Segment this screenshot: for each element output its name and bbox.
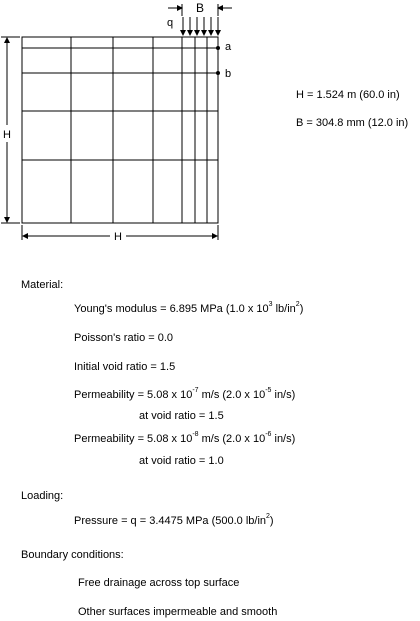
dimension-h: H = 1.524 m (60.0 in) <box>296 89 400 101</box>
pressure: Pressure = q = 3.4475 MPa (500.0 $lb/in^2$) <box>74 513 274 527</box>
h-vertical-label: H <box>3 129 11 141</box>
loading-heading: Loading: <box>21 490 64 502</box>
boundary-condition-2: Other surfaces impermeable and smooth <box>78 606 278 618</box>
youngs-modulus: Young's modulus = 6.895 MPa (1.0 x $10^3$ $lb/in^2$) <box>74 301 304 315</box>
permeability-1: Permeability = 5.08 x $10^{-7}$ m/s (2.0 x $10^{-5}$ in/s) <box>74 387 296 401</box>
permeability-2: Permeability = 5.08 x $10^{-8}$ m/s (2.0 x $10^{-6}$ in/s) <box>74 431 296 445</box>
initial-void-ratio: Initial void ratio = 1.5 <box>74 361 176 373</box>
permeability-1-void-ratio: at void ratio = 1.5 <box>139 410 224 422</box>
dimension-b: B = 304.8 mm (12.0 in) <box>296 117 409 129</box>
mesh-grid <box>22 37 218 223</box>
permeability-2-void-ratio: at void ratio = 1.0 <box>139 455 224 467</box>
node-a-label: a <box>225 41 232 53</box>
poisson-ratio: Poisson's ratio = 0.0 <box>74 332 174 344</box>
boundary-heading: Boundary conditions: <box>21 549 124 561</box>
node-b <box>216 71 220 75</box>
q-label: q <box>166 17 174 29</box>
material-heading: Material: <box>21 279 64 291</box>
mesh-outline <box>22 37 218 223</box>
boundary-condition-1: Free drainage across top surface <box>78 577 240 589</box>
pressure-arrows <box>183 17 218 35</box>
b-label: B <box>195 1 205 15</box>
node-a <box>216 46 220 50</box>
h-horizontal-label: H <box>114 231 122 243</box>
node-b-label: b <box>225 68 232 80</box>
